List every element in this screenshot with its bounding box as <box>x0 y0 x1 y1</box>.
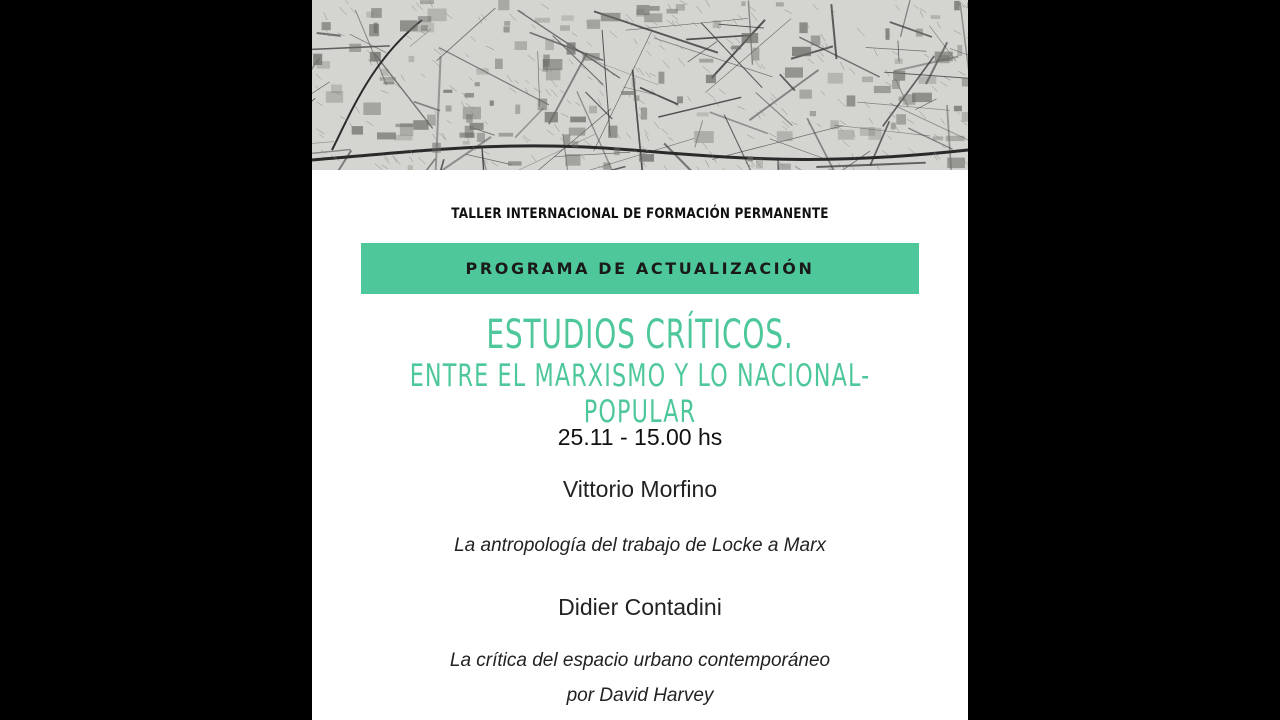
workshop-heading: TALLER INTERNACIONAL DE FORMACIÓN PERMANENTE <box>451 206 829 222</box>
speaker-name: Vittorio Morfino <box>562 476 718 502</box>
talk-title-line: La antropología del trabajo de Locke a Marx <box>454 535 826 556</box>
event-title: ESTUDIOS CRÍTICOS. <box>486 312 794 358</box>
talk-title-line: La crítica del espacio urbano contemporáneo <box>449 650 831 671</box>
speaker-name: Didier Contadini <box>558 594 722 620</box>
program-banner <box>361 243 919 294</box>
talk-title <box>312 528 968 563</box>
event-poster <box>312 0 968 720</box>
talk-title <box>312 643 968 713</box>
program-banner-label: PROGRAMA DE ACTUALIZACIÓN <box>465 259 815 278</box>
event-date-time: 25.11 - 15.00 hs <box>557 424 723 450</box>
city-map-image <box>312 0 968 170</box>
talk-title-line: por David Harvey <box>566 685 714 706</box>
event-subtitle: ENTRE EL MARXISMO Y LO NACIONAL-POPULAR <box>409 358 871 430</box>
